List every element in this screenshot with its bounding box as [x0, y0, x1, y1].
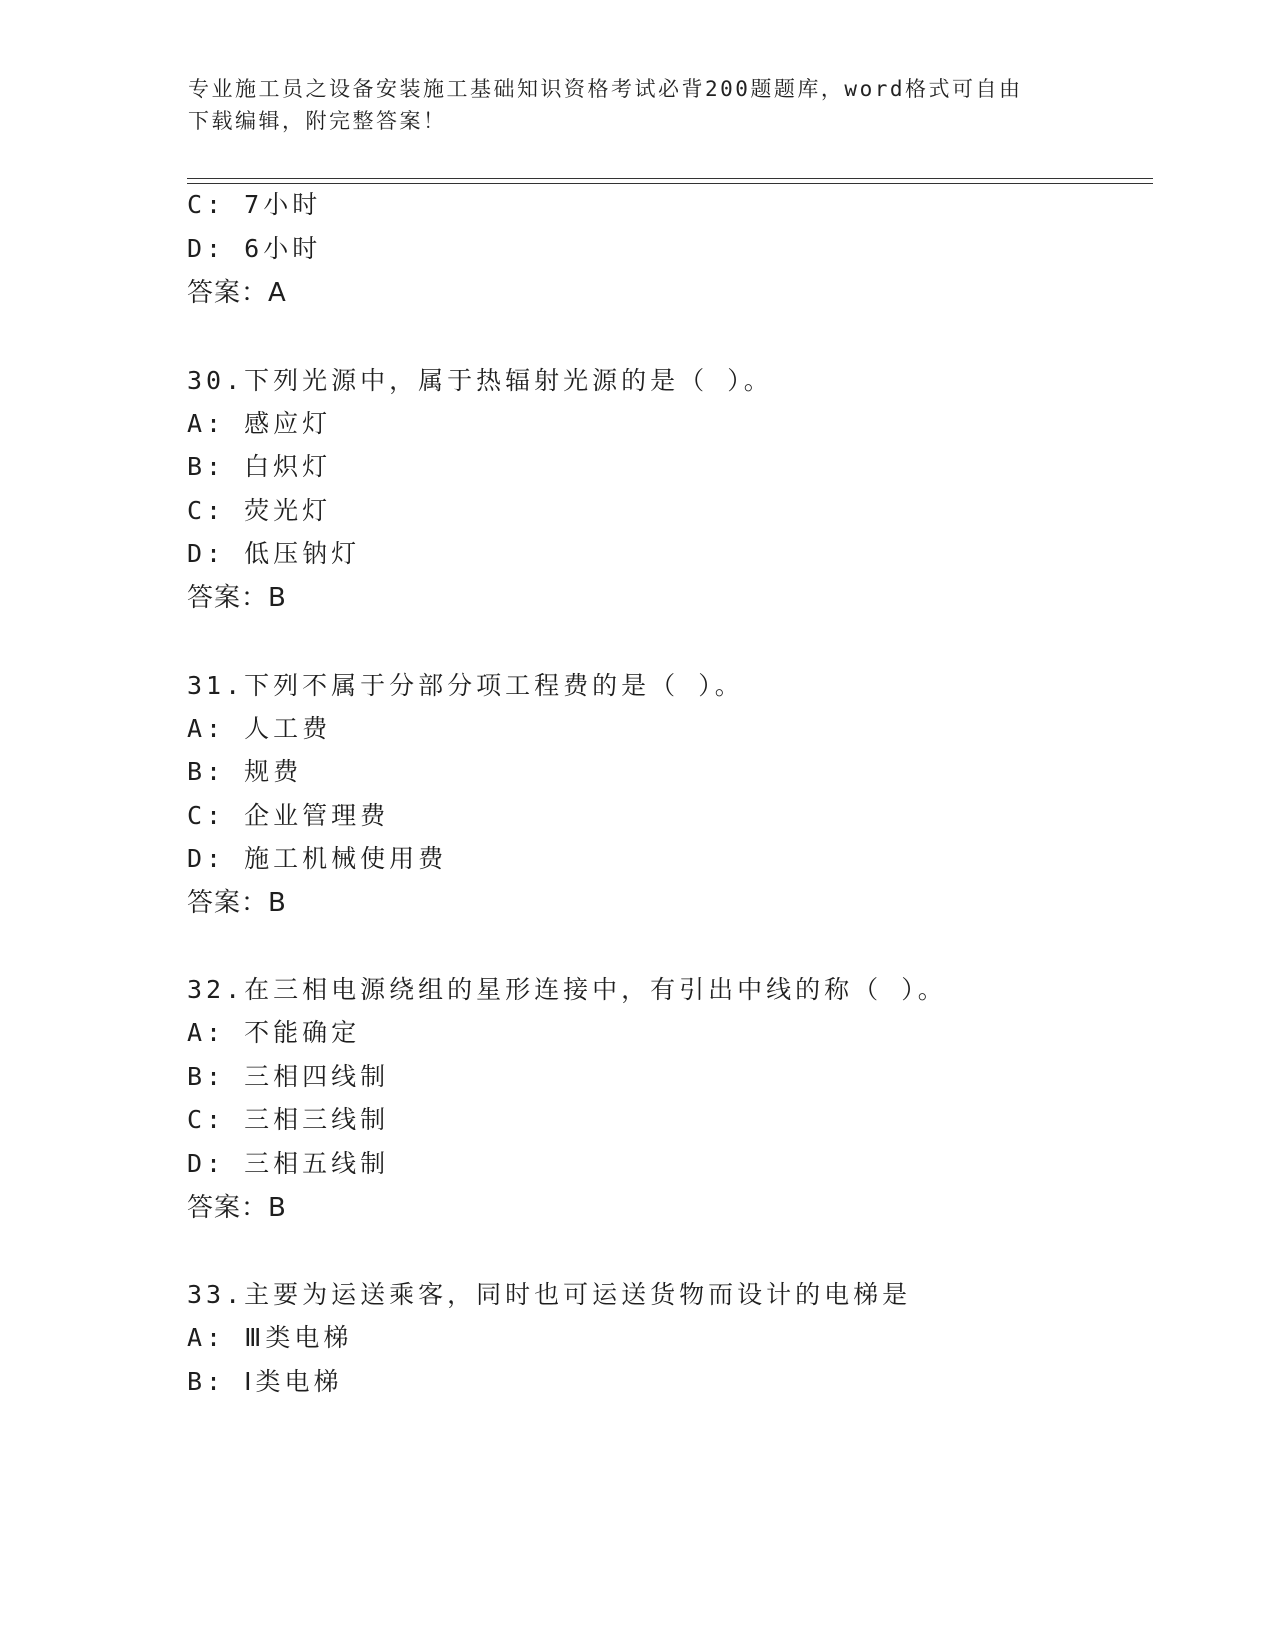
option-a: A: 不能确定 — [187, 1018, 361, 1047]
answer-line: 答案：B — [187, 583, 287, 613]
option-d: D: 三相五线制 — [187, 1149, 390, 1178]
document-header — [188, 73, 1068, 137]
question-stem: 32.在三相电源绕组的星形连接中，有引出中线的称（ ）。 — [187, 975, 947, 1004]
option-b: B: 白炽灯 — [187, 452, 332, 481]
option-b: B: 规费 — [187, 757, 303, 786]
option-a: A: Ⅲ类电梯 — [187, 1323, 353, 1352]
header-line-1: 专业施工员之设备安装施工基础知识资格考试必背200题题库，word格式可自由 — [188, 77, 1023, 101]
option-c: C: 三相三线制 — [187, 1105, 390, 1134]
question-stem: 33.主要为运送乘客，同时也可运送货物而设计的电梯是 — [187, 1280, 912, 1309]
option-c: C: 企业管理费 — [187, 801, 390, 830]
option-a: A: 感应灯 — [187, 409, 332, 438]
option-b: B: 三相四线制 — [187, 1062, 390, 1091]
option-c: C: 荧光灯 — [187, 496, 332, 525]
question-stem: 31.下列不属于分部分项工程费的是（ ）。 — [187, 671, 744, 700]
answer-line: 答案：B — [187, 888, 287, 918]
option-d: D: 低压钠灯 — [187, 539, 361, 568]
answer-line: 答案：B — [187, 1193, 287, 1223]
header-line-2: 下载编辑，附完整答案！ — [188, 109, 447, 133]
question-stem: 30.下列光源中，属于热辐射光源的是（ ）。 — [187, 366, 773, 395]
header-divider-top — [187, 178, 1153, 179]
option-d: D: 6小时 — [187, 234, 322, 263]
option-d: D: 施工机械使用费 — [187, 844, 448, 873]
answer-line: 答案：A — [187, 278, 287, 308]
header-divider-bottom — [187, 183, 1153, 184]
option-b: B: Ⅰ类电梯 — [187, 1367, 343, 1396]
option-a: A: 人工费 — [187, 714, 332, 743]
option-c: C: 7小时 — [187, 190, 322, 219]
